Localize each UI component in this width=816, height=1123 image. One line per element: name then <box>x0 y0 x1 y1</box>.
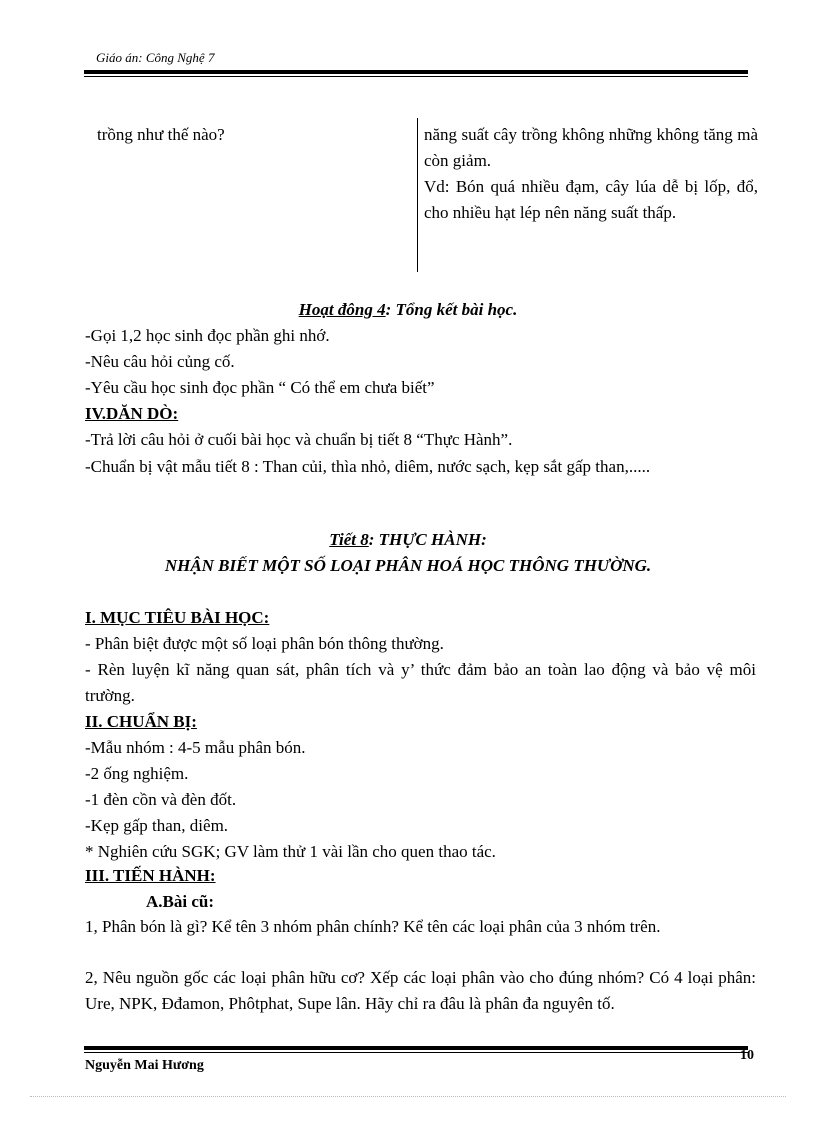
activity4-heading <box>0 300 816 320</box>
activity4-line-1: -Gọi 1,2 học sinh đọc phần ghi nhớ. <box>85 326 330 345</box>
prep-line-2: -2 ống nghiệm. <box>85 764 189 783</box>
objectives-line-2: - Rèn luyện kĩ năng quan sát, phân tích và y’ thức đảm bảo an toàn lao động và bảo vệ môi trường. <box>85 660 756 705</box>
lesson-subtitle: NHẬN BIẾT MỘT SỐ LOẠI PHÂN HOÁ HỌC THÔNG THƯỜNG. <box>164 556 652 575</box>
dando-line-2: -Chuẩn bị vật mẫu tiết 8 : Than củi, thìa nhỏ, diêm, nước sạch, kẹp sắt gấp than,..... <box>85 457 651 476</box>
prep-line-5: * Nghiên cứu SGK; GV làm thử 1 vài lần cho quen thao tác. <box>85 842 496 861</box>
dando-heading: IV.DĂN DÒ: <box>85 404 179 423</box>
lesson-title: : THỰC HÀNH: <box>368 530 487 549</box>
footer-rule <box>84 1046 748 1050</box>
activity4-label: Hoạt đông 4 <box>298 300 386 319</box>
proc-heading: III. TIẾN HÀNH: <box>85 866 216 885</box>
dando-line-1: -Trả lời câu hỏi ở cuối bài học và chuẩn bị tiết 8 “Thực Hành”. <box>85 430 513 449</box>
table-right-cell <box>424 122 758 226</box>
proc-q2: 2, Nêu nguồn gốc các loại phân hữu cơ? Xếp các loại phân vào cho đúng nhóm? Có 4 loại phân: Ure, NPK, Đđamon, Phôtphat, Supe lân. Hãy chỉ ra đâu là phân đa nguyên tố. <box>85 968 756 1013</box>
objectives-line-1: - Phân biệt được một số loại phân bón thông thường. <box>85 634 444 653</box>
proc-q1: 1, Phân bón là gì? Kể tên 3 nhóm phân chính? Kể tên các loại phân của 3 nhóm trên. <box>85 917 661 936</box>
page-number: 10 <box>740 1048 754 1063</box>
proc-sub: A.Bài cũ: <box>146 892 214 911</box>
header-rule <box>84 70 748 74</box>
activity4-text: : Tổng kết bài học. <box>385 300 518 319</box>
header-rule-thin <box>84 76 748 77</box>
header-title: Giáo án: Công Nghệ 7 <box>96 50 215 65</box>
table-right-para-2: Vd: Bón quá nhiều đạm, cây lúa dễ bị lốp, đổ, cho nhiều hạt lép nên năng suất thấp. <box>424 177 758 222</box>
objectives-heading: I. MỤC TIÊU BÀI HỌC: <box>85 608 270 627</box>
activity4-line-3: -Yêu cầu học sinh đọc phần “ Có thể em chưa biết” <box>85 378 435 397</box>
footer-rule-thin <box>84 1052 748 1053</box>
lesson-heading <box>0 530 816 550</box>
table-divider <box>417 118 418 272</box>
prep-line-4: -Kẹp gấp than, diêm. <box>85 816 229 835</box>
table-right-para-1: năng suất cây trồng không những không tăng mà còn giảm. <box>424 125 758 170</box>
page-bottom-border <box>30 1096 786 1097</box>
lesson-label: Tiết 8 <box>329 530 369 549</box>
prep-heading: II. CHUẨN BỊ: <box>85 712 197 731</box>
table-left-cell: trồng như thế nào? <box>97 125 225 144</box>
prep-line-1: -Mẫu nhóm : 4-5 mẫu phân bón. <box>85 738 306 757</box>
prep-line-3: -1 đèn cồn và đèn đốt. <box>85 790 237 809</box>
activity4-line-2: -Nêu câu hỏi củng cố. <box>85 352 235 371</box>
footer-author: Nguyễn Mai Hương <box>85 1058 204 1073</box>
